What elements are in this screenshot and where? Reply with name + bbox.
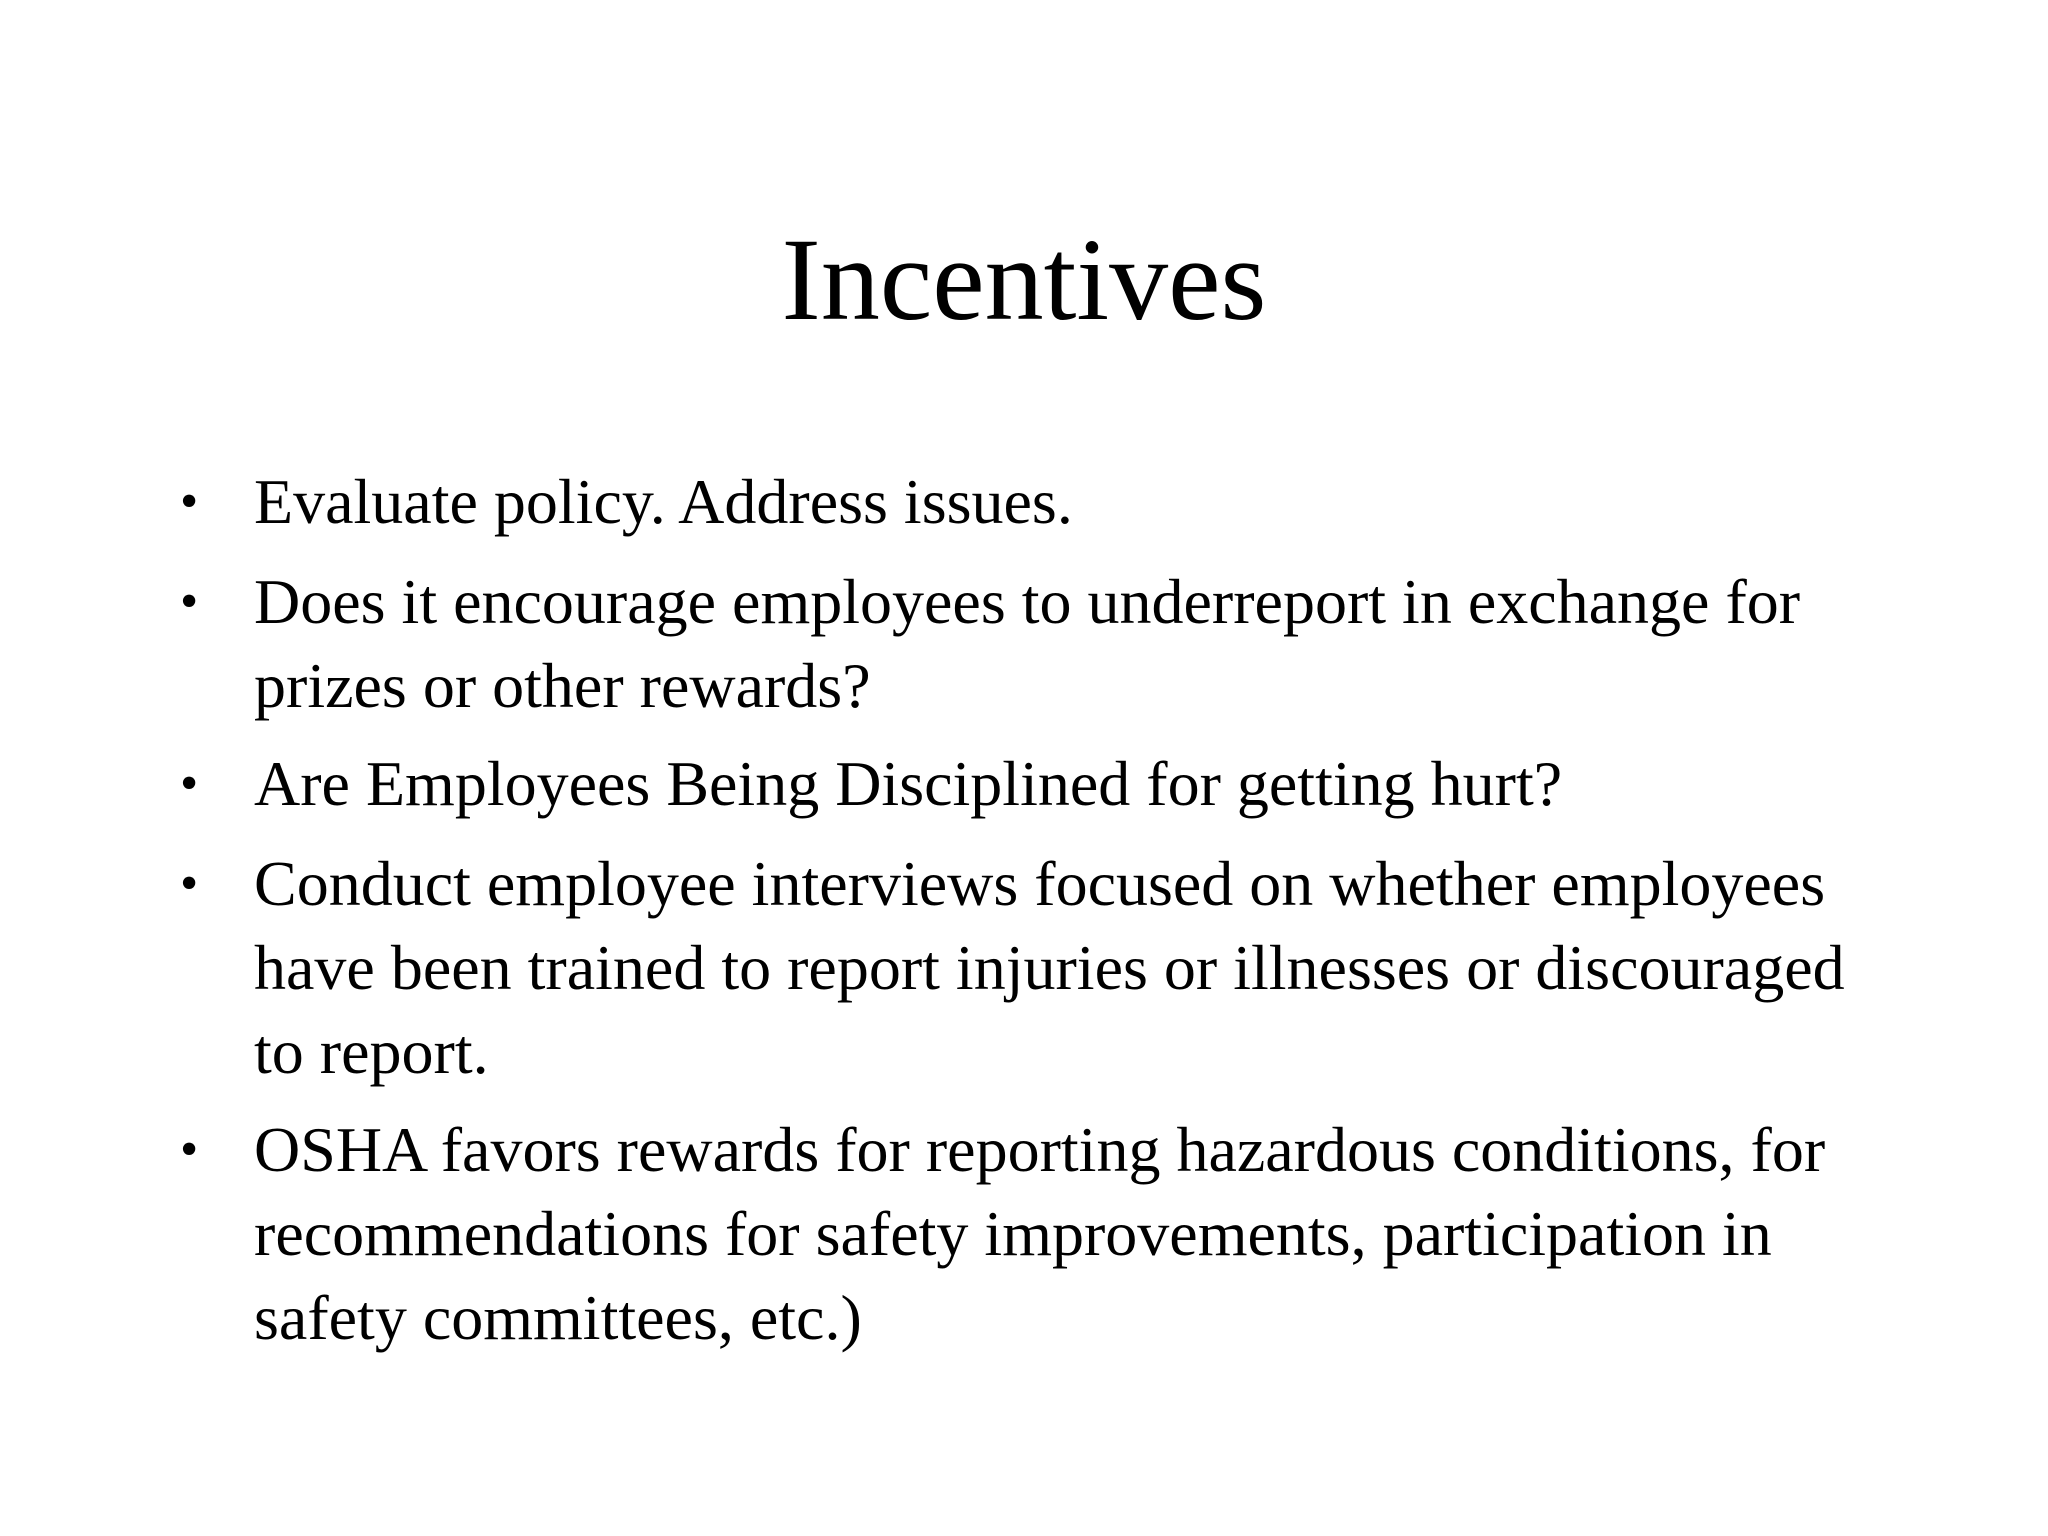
bullet-icon: • — [180, 473, 199, 530]
bullet-item — [168, 742, 1888, 826]
bullet-icon: • — [180, 755, 199, 812]
slide-title: Incentives — [781, 214, 1267, 345]
bullet-text: Conduct employee interviews focused on whether employees have been trained to report injuries or illnesses or discouraged to report. — [254, 848, 1845, 1087]
bullet-item — [168, 560, 1888, 728]
bullet-item — [168, 460, 1888, 544]
bullet-text: Evaluate policy. Address issues. — [254, 466, 1073, 537]
bullet-icon: • — [180, 855, 199, 912]
bullet-text: Does it encourage employees to underreport in exchange for prizes or other rewards? — [254, 566, 1801, 721]
bullet-icon: • — [180, 573, 199, 630]
bullet-icon: • — [180, 1121, 199, 1178]
bullet-list — [168, 460, 1888, 1374]
bullet-text: Are Employees Being Disciplined for getting hurt? — [254, 748, 1563, 819]
bullet-item — [168, 842, 1888, 1094]
bullet-text: OSHA favors rewards for reporting hazardous conditions, for recommendations for safety improvements, participation in safety committees, etc.) — [254, 1114, 1826, 1353]
bullet-item — [168, 1108, 1888, 1360]
